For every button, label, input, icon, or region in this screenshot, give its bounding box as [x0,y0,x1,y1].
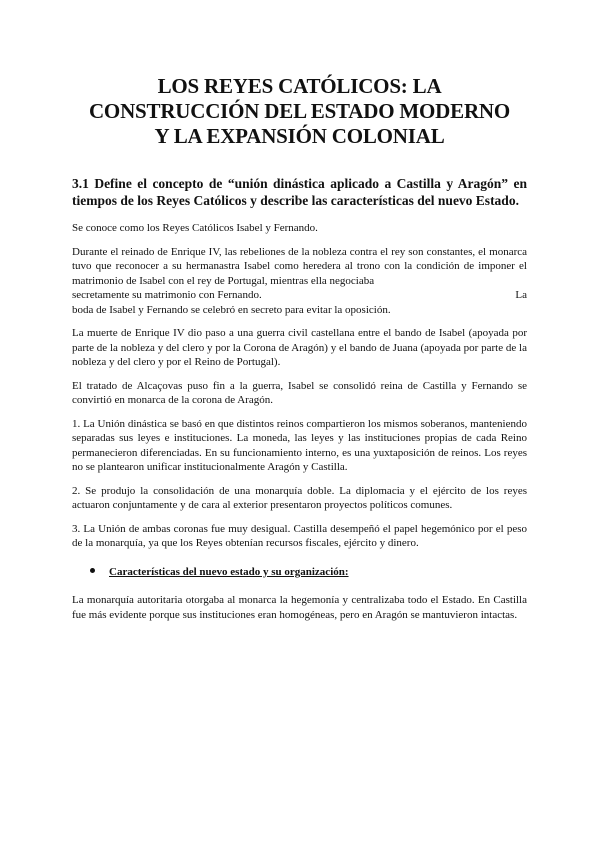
paragraph-intro: Se conoce como los Reyes Católicos Isabel y Fernando. [72,222,318,234]
bullet-item [72,565,527,580]
paragraph-point-1: 1. La Unión dinástica se basó en que distintos reinos compartieron los mismos soberanos, manteniendo separadas sus leyes e instituciones. La moneda, las leyes y las instituciones propias de cada Reino permanecieron diferenciadas. En su funcionamiento interno, es una yuxtaposición de reinos. Los reyes no se plantearon unificar institucionalmente Aragón y Castilla. [72,417,527,473]
paragraph-point-2: 2. Se produjo la consolidación de una monarquía doble. La diplomacia y el ejército de los reyes actuaron conjuntamente y de cara al exterior presentaron proyectos políticos comunes. [72,484,527,511]
title-line: CONSTRUCCIÓN DEL ESTADO MODERNO [88,99,511,123]
paragraph-enrique-iv-split-line [72,288,527,303]
paragraph-guerra-civil: La muerte de Enrique IV dio paso a una guerra civil castellana entre el bando de Isabel (apoyada por parte de la nobleza y del clero y por la Corona de Aragón) y el bando de Juana (apoyada por parte de la nobleza y del clero y por el Reino de Portugal). [72,327,527,368]
split-line-left: secretamente su matrimonio con Fernando. [72,289,262,301]
paragraph-point-3: 3. La Unión de ambas coronas fue muy desigual. Castilla desempeñó el papel hegemónico por el peso de la monarquía, ya que los Reyes obtenían recursos fiscales, ejército y dinero. [72,522,527,549]
title-line: LOS REYES CATÓLICOS: LA [157,74,442,98]
split-line-right: La [515,289,527,301]
paragraph-tratado: El tratado de Alcaçovas puso fin a la guerra, Isabel se consolidó reina de Castilla y Fernando se convirtió en monarca de la corona de Aragón. [72,379,527,406]
paragraph-monarquia-autoritaria: La monarquía autoritaria otorgaba al monarca la hegemonía y centralizaba todo el Estado. En Castilla fue más evidente porque sus instituciones eran homogéneas, pero en Aragón se mantuvieron intactas. [72,594,527,621]
bullet-heading: Características del nuevo estado y su organización: [109,565,349,578]
question-heading: 3.1 Define el concepto de “unión dinástica aplicado a Castilla y Aragón” en tiempos de los Reyes Católicos y describe las características del nuevo Estado. [72,176,527,208]
document-title [72,74,527,149]
document-page [72,74,527,631]
paragraph-boda: boda de Isabel y Fernando se celebró en secreto para evitar la oposición. [72,303,391,316]
paragraph-enrique-iv: Durante el reinado de Enrique IV, las rebeliones de la nobleza contra el rey son constantes, el monarca tuvo que reconocer a su hermanastra Isabel como heredera al trono con la condición de imponer el matrimonio de Isabel con el rey de Portugal, mientras ella negociaba [72,245,527,287]
bullet-icon [90,568,95,573]
title-line: Y LA EXPANSIÓN COLONIAL [154,124,445,148]
